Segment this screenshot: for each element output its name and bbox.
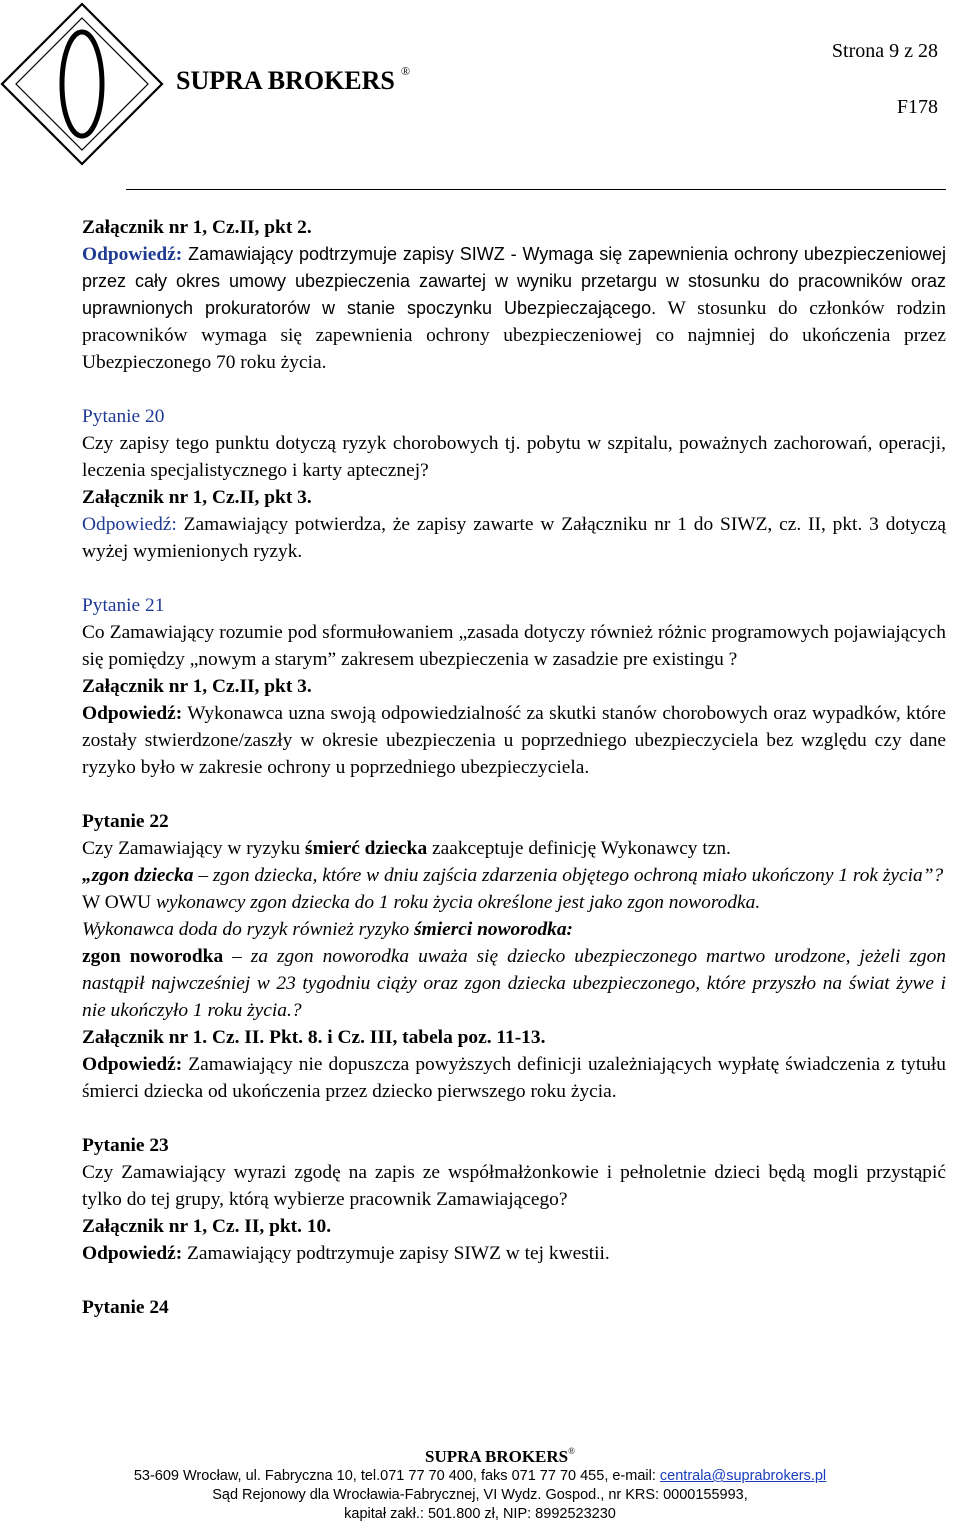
definition-newborn-death: zgon noworodka – za zgon noworodka uważa się dziecko ubezpieczonego martwo urodzone, jeżeli zgon nastąpił najwcześniej w 23 tygodniu ciąży oraz zgon dziecka ubezpieczonego, które przyszło na świat żywe i nie ukończyło 1 roku życia.?	[82, 946, 947, 1021]
company-logo-icon	[0, 0, 170, 180]
answer-paragraph: Odpowiedź: Zamawiający potwierdza, że zapisy zawarte w Załączniku nr 1 do SIWZ, cz. II, pkt. 3 dotyczą wyżej wymienionych ryzyk.	[82, 514, 946, 562]
question-title: Pytanie 20	[82, 406, 165, 427]
brand-name: SUPRA BROKERS ®	[176, 64, 411, 95]
owu-note: W OWU wykonawcy zgon dziecka do 1 roku życia określone jest jako zgon noworodka.	[82, 892, 761, 913]
attachment-ref: Załącznik nr 1, Cz.II, pkt 3.	[82, 676, 312, 697]
definition-child-death: „zgon dziecka – zgon dziecka, które w dniu zajścia zdarzenia objętego ochroną miało ukończony 1 rok życia”?	[82, 865, 944, 886]
answer-paragraph: Odpowiedź: Wykonawca uzna swoją odpowiedzialność za skutki stanów chorobowych oraz wypadków, które zostały stwierdzone/zaszły w okresie ubezpieczenia u poprzedniego ubezpieczyciela bez względu czy dane ryzyko było w zakresie ochrony u poprzedniego ubezpieczyciela.	[82, 703, 946, 778]
document-code: F178	[896, 96, 938, 118]
email-link[interactable]: centrala@suprabrokers.pl	[659, 1468, 827, 1484]
question-title: Pytanie 23	[82, 1135, 169, 1156]
answer-paragraph: Odpowiedź: Zamawiający nie dopuszcza powyższych definicji uzależniających wypłatę świadczenia z tytułu śmierci dziecka od ukończenia przez dziecko pierwszego roku życia.	[82, 1054, 946, 1102]
attachment-ref: Załącznik nr 1, Cz. II, pkt. 10.	[82, 1216, 332, 1237]
question-text: Czy Zamawiający w ryzyku śmierć dziecka zaakceptuje definicję Wykonawcy tzn.	[82, 838, 731, 859]
question-title: Pytanie 21	[82, 595, 165, 616]
header-divider	[126, 189, 946, 190]
page-footer	[0, 1446, 960, 1524]
footer-court-info: Sąd Rejonowy dla Wrocławia-Fabrycznej, VI Wydz. Gospod., nr KRS: 0000155993,	[212, 1487, 748, 1503]
registered-mark: ®	[400, 64, 411, 78]
answer-paragraph: Odpowiedź: Zamawiający podtrzymuje zapisy SIWZ w tej kwestii.	[82, 1243, 610, 1264]
attachment-ref: Załącznik nr 1. Cz. II. Pkt. 8. i Cz. III, tabela poz. 11-13.	[82, 1027, 546, 1048]
answer-paragraph: Odpowiedź: Zamawiający podtrzymuje zapisy SIWZ - Wymaga się zapewnienia ochrony ubezpieczeniowej przez cały okres umowy ubezpieczenia zawartej w wyniku przetargu w stosunku do pracowników oraz uprawnionych prokuratorów w stanie spoczynku Ubezpieczającego. W stosunku do członków rodzin pracowników wymaga się zapewnienia ochrony ubezpieczeniowej co najmniej do ukończenia przez Ubezpieczonego 70 roku życia.	[82, 244, 946, 373]
question-title: Pytanie 24	[82, 1297, 169, 1318]
added-risk-note: Wykonawca doda do ryzyk również ryzyko śmierci noworodka:	[82, 919, 573, 940]
question-text: Czy zapisy tego punktu dotyczą ryzyk chorobowych tj. pobytu w szpitalu, poważnych zachorowań, operacji, leczenia specjalistycznego i karty aptecznej?	[82, 433, 947, 481]
attachment-ref: Załącznik nr 1, Cz.II, pkt 2.	[82, 217, 312, 238]
question-text: Czy Zamawiający wyrazi zgodę na zapis ze współmałżonkowie i pełnoletnie dzieci będą mogli przystąpić tylko do tej grupy, którą wybierze pracownik Zamawiającego?	[82, 1162, 946, 1210]
footer-brand: SUPRA BROKERS®	[425, 1446, 575, 1466]
document-body	[82, 214, 946, 1321]
page-indicator: Strona 9 z 28	[831, 40, 938, 62]
footer-capital-info: kapitał zakł.: 501.800 zł, NIP: 8992523230	[344, 1506, 616, 1522]
footer-address: 53-609 Wrocław, ul. Fabryczna 10, tel.071 77 70 400, faks 071 77 70 455, e-mail: centrala@suprabrokers.pl	[133, 1468, 827, 1484]
question-text: Co Zamawiający rozumie pod sformułowaniem „zasada dotyczy również różnic programowych pojawiających się pomiędzy „nowym a starym” zakresem ubezpieczenia w zasadzie pre existingu ?	[82, 622, 946, 670]
attachment-ref: Załącznik nr 1, Cz.II, pkt 3.	[82, 487, 312, 508]
question-title: Pytanie 22	[82, 811, 169, 832]
